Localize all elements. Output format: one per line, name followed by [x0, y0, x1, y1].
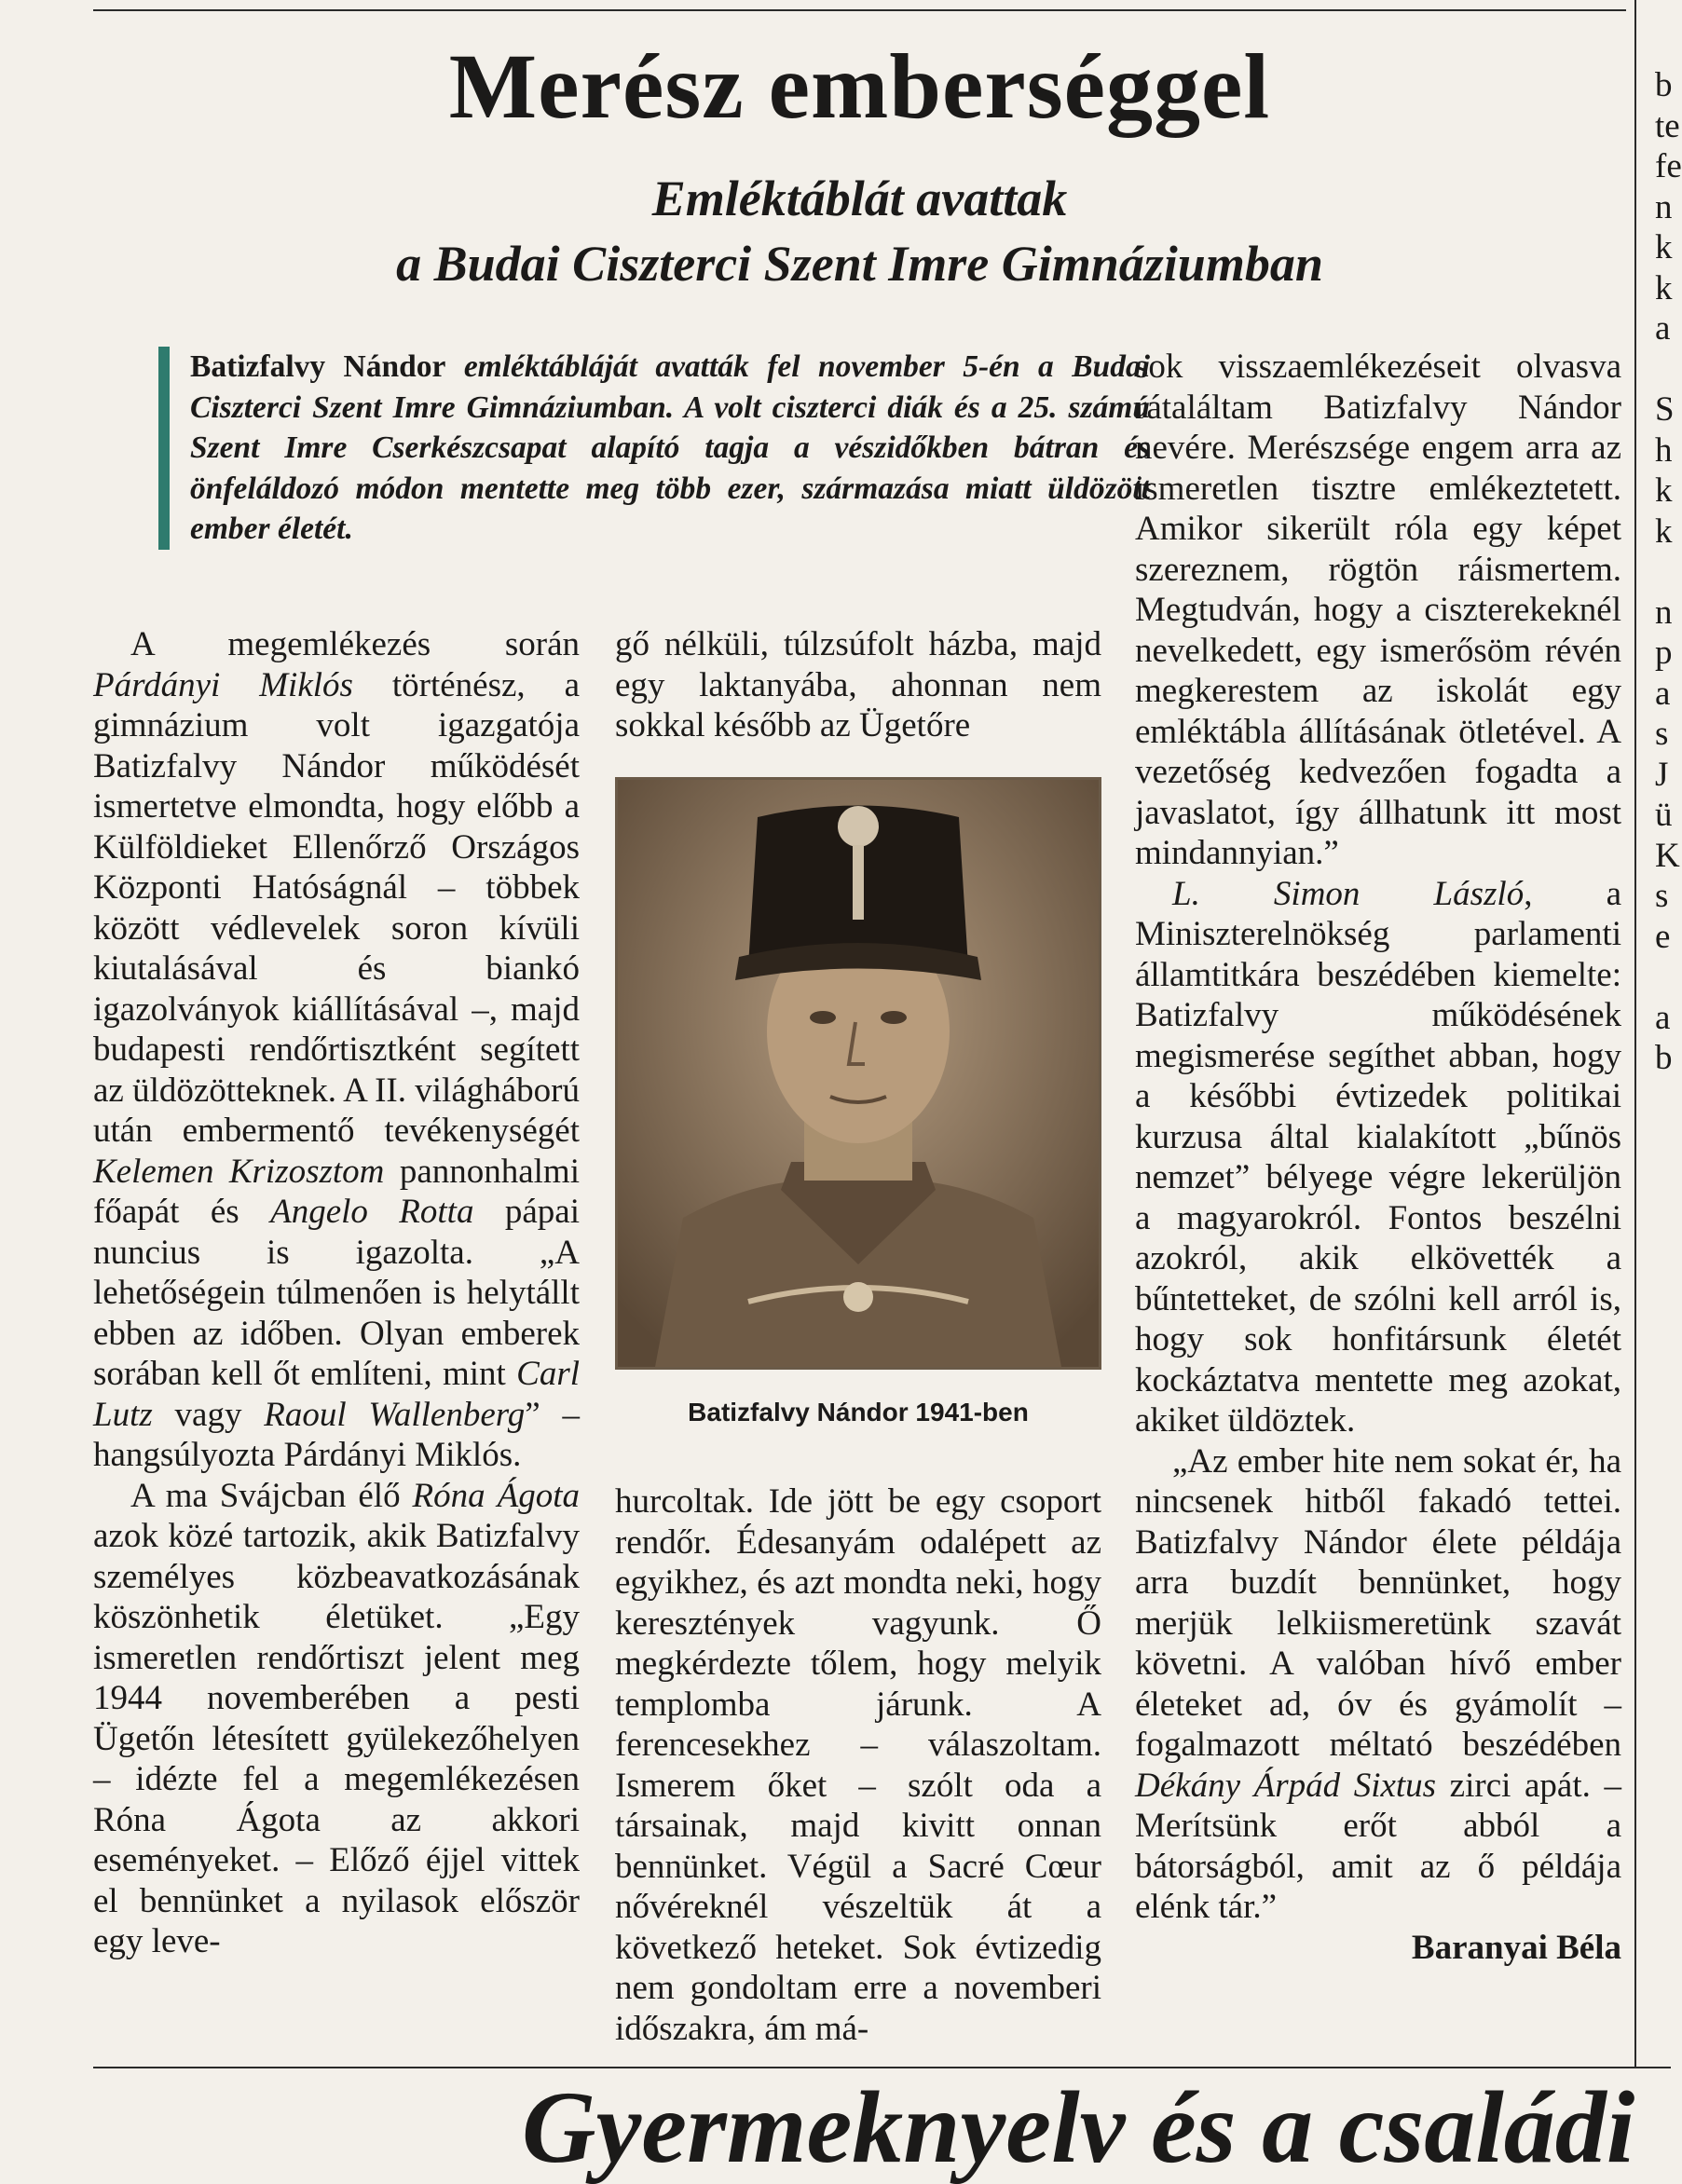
edge-fragment: k — [1655, 268, 1673, 307]
italic-name: L. Simon László — [1172, 874, 1525, 913]
italic-name: Róna Ágota — [412, 1476, 580, 1515]
paragraph — [93, 1476, 580, 1962]
body-column-2-bottom — [615, 1481, 1101, 2049]
lead-name: Batizfalvy Nándor — [190, 349, 446, 384]
top-rule — [93, 9, 1626, 11]
edge-fragment: e — [1655, 917, 1671, 956]
bottom-rule — [93, 2067, 1671, 2068]
edge-fragment: K — [1655, 836, 1680, 875]
text-run: A ma Svájcban élő — [130, 1476, 413, 1515]
lead-paragraph — [158, 347, 1150, 550]
body-column-1 — [93, 624, 580, 1962]
subhead-line-2: a Budai Ciszterci Szent Imre Gimnáziumban — [396, 236, 1323, 292]
italic-name: Raoul Wallenberg — [264, 1395, 526, 1434]
text-run: ” – hangsúlyozta Párdányi Miklós. — [93, 1395, 580, 1474]
text-run: pannonhalmi főapát és — [93, 1152, 580, 1231]
italic-name: Dékány Árpád Sixtus — [1135, 1766, 1437, 1805]
column-separator-rule — [1634, 0, 1636, 2068]
paragraph — [1135, 874, 1621, 1441]
edge-fragment: n — [1655, 593, 1673, 632]
edge-fragment: a — [1655, 998, 1671, 1037]
portrait-photo — [615, 777, 1101, 1370]
paragraph-continuation: sok visszaemlékezéseit olvasva rátaláltam Batizfalvy Nándor nevére. Merészsége engem arra az ismeretlen tisztre emlékeztetett. Amikor sikerült róla egy képet szereznem, rögtön ráismertem. Megtudván, hogy a ciszterekeknél nevelkedett, egy ismerősöm révén megkerestem az iskolát egy emléktábla állításának ötletével. A vezetőség kedvezően fogadta a javaslatot, így állhatunk itt most mindannyian.” — [1135, 348, 1621, 872]
edge-fragment: b — [1655, 1039, 1673, 1077]
text-run: , a Miniszterelnökség parlamenti államtitkára beszédében kiemelte: Batizfalvy működésének megismerése segíthet abban, hogy a későbbi évtizedek politikai kurzusa által kialakított „bűnös nemzet” bélyege végre lekerüljön a magyarokról. Fontos beszélni azokról, akik elkövették a bűntetteket, de szólni kell arról is, hogy sok honfitársunk életét kockáztatva mentette meg azokat, akiket üldöztek. — [1135, 874, 1621, 1440]
next-article-headline — [522, 2070, 1671, 2184]
text-run: vagy — [152, 1395, 265, 1434]
paragraph-continuation: hurcoltak. Ide jött be egy csoport rendőr. Édesanyám odalépett az egyikhez, és azt mondta neki, hogy keresztények vagyunk. Ő megkérdezte tőlem, hogy melyik templomba járunk. A ferencesekhez – válaszoltam. Ismerem őket – szólt oda a társainak, majd kivitt onnan bennünket. Végül a Sacré Cœur nővéreknél vészeltük át a következő heteket. Sok évtizedig nem gondoltam erre a novemberi időszakra, ám má- — [615, 1482, 1101, 2048]
adjacent-article-edge — [1655, 65, 1682, 1079]
article-headline: Merész emberséggel — [448, 34, 1271, 138]
edge-fragment — [1655, 552, 1671, 593]
italic-name: Kelemen Krizosztom — [93, 1152, 385, 1191]
edge-fragment: h — [1655, 430, 1673, 470]
text-run: A megemlékezés során — [130, 625, 580, 663]
edge-fragment: s — [1655, 715, 1669, 753]
text-run: zirci apát. – Merítsünk erőt abból a bátorságból, amit az ő példája elénk tár.” — [1135, 1766, 1621, 1926]
article-subhead — [93, 166, 1626, 296]
edge-fragment: n — [1655, 187, 1673, 226]
italic-name: Carl Lutz — [93, 1355, 580, 1434]
edge-fragment: J — [1655, 755, 1669, 794]
paragraph — [93, 624, 580, 1476]
body-column-3 — [1135, 347, 1621, 1968]
text-run: történész, a gimnázium volt igazgatója Batizfalvy Nándor működését ismertetve elmondta, hogy előbb a Külföldieket Ellenőrző Országos Központi Hatóságnál – többek között védlevelek soron kívüli kiutalásával és biankó igazolványok kiállításával –, majd budapesti rendőrtisztként segített az üldözötteknek. A II. világháború után embermentő tevékenységét — [93, 665, 580, 1150]
edge-fragment: ü — [1655, 796, 1673, 834]
paragraph-continuation: gő nélküli, túlzsúfolt házba, majd egy laktanyába, ahonnan nem sokkal később az Ügetőre — [615, 625, 1101, 744]
edge-fragment: te — [1655, 106, 1680, 145]
next-article-headline-text: Gyermeknyelv és a családi — [522, 2070, 1635, 2184]
edge-fragment: k — [1655, 471, 1673, 510]
lead-text: emléktábláját avatták fel november 5-én a Budai Ciszterci Szent Imre Gimnáziumban. A volt ciszterci diák és a 25. számú Szent Imre Cserkészcsapat alapító tagja a vészidőkben bátran és önfeláldozó módon mentette meg több ezer, származása miatt üldözött ember életét. — [190, 349, 1151, 546]
edge-fragment: fe — [1655, 147, 1682, 185]
edge-fragment — [1655, 957, 1671, 998]
italic-name: Párdányi Miklós — [93, 665, 353, 704]
subhead-line-1: Emléktáblát avattak — [651, 171, 1068, 226]
edge-fragment: k — [1655, 512, 1673, 551]
photo-caption: Batizfalvy Nándor 1941-ben — [688, 1398, 1029, 1426]
text-run: pápai nuncius is igazolta. „A lehetőségein túlmenően is helytállt ebben az időben. Olyan emberek sorában kell őt említeni, mint — [93, 1193, 580, 1393]
edge-fragment: b — [1655, 66, 1673, 104]
paragraph — [1135, 1441, 1621, 1928]
portrait-illustration — [618, 780, 1099, 1367]
text-run: „Az ember hite nem sokat ér, ha nincsenek hitből fakadó tettei. Batizfalvy Nándor élete példája arra buzdít bennünket, hogy merjük lelkiismeretünk szavát követni. A valóban hívő ember életeket ad, óv és gyámolít – fogalmazott méltató beszédében — [1135, 1441, 1621, 1764]
text-run: azok közé tartozik, akik Batizfalvy személyes közbeavatkozásának köszönhetik életüket. „Egy ismeretlen rendőrtiszt jelent meg 1944 novemberében a pesti Ügetőn létesített gyülekezőhelyen – idézte fel a megemlékezésen Róna Ágota az akkori eseményeket. – Előző éjjel vittek el bennünket a nyilasok először egy leve- — [93, 1517, 580, 1960]
edge-fragment: a — [1655, 674, 1671, 713]
edge-fragment: a — [1655, 309, 1671, 348]
edge-fragment: S — [1655, 390, 1675, 429]
edge-fragment: k — [1655, 228, 1673, 266]
author-byline: Baranyai Béla — [1411, 1928, 1621, 1967]
edge-fragment: p — [1655, 634, 1673, 672]
body-column-2-top — [615, 624, 1101, 746]
italic-name: Angelo Rotta — [270, 1193, 474, 1231]
edge-fragment — [1655, 349, 1671, 390]
edge-fragment: s — [1655, 877, 1669, 915]
